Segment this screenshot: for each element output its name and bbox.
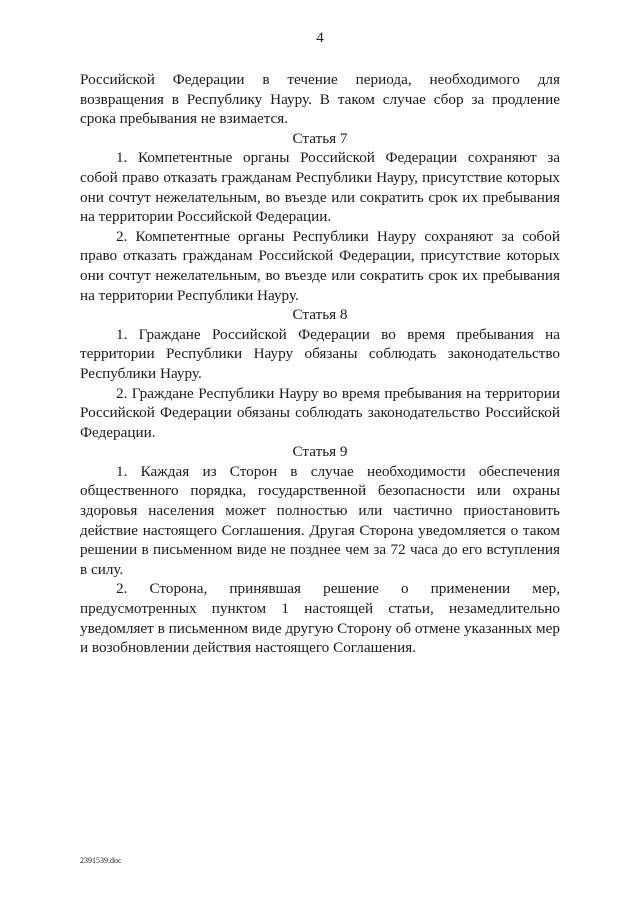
article-7-paragraph-2: 2. Компетентные органы Республики Науру сохраняют за собой право отказать гражданам Российской Федерации, присутствие которых они сочтут нежелательным, во въезде или сократить срок их пребывания на территории Республики Науру. — [80, 227, 560, 304]
document-filename: 2391539.doc — [80, 856, 122, 865]
article-9-paragraph-2: 2. Сторона, принявшая решение о применении мер, предусмотренных пунктом 1 настоящей статьи, незамедлительно уведомляет в письменном виде другую Сторону об отмене указанных мер и возобновлении действия настоящего Соглашения. — [80, 580, 560, 657]
article-8-paragraph-2: 2. Граждане Республики Науру во время пребывания на территории Российской Федерации обязаны соблюдать законодательство Российской Федерации. — [80, 384, 560, 441]
article-7-heading: Статья 7 — [292, 129, 348, 147]
page-number: 4 — [316, 30, 324, 46]
article-7-paragraph-1: 1. Компетентные органы Российской Федерации сохраняют за собой право отказать гражданам Республики Науру, присутствие которых они сочтут нежелательным, во въезде или сократить срок их пребывания на территории Российской Федерации. — [80, 149, 560, 226]
intro-paragraph: Российской Федерации в течение периода, необходимого для возвращения в Республику Науру. В таком случае сбор за продление срока пребывания не взимается. — [80, 71, 560, 128]
article-8-paragraph-1: 1. Граждане Российской Федерации во время пребывания на территории Республики Науру обязаны соблюдать законодательство Республики Науру. — [80, 325, 560, 382]
article-9-heading: Статья 9 — [292, 443, 348, 461]
article-9-paragraph-1: 1. Каждая из Сторон в случае необходимости обеспечения общественного порядка, государственной безопасности или охраны здоровья населения может полностью или частично приостановить действие настоящего Соглашения. Другая Сторона уведомляется о таком решении в письменном виде не позднее чем за 72 часа до его вступления в силу. — [80, 462, 560, 578]
article-8-heading: Статья 8 — [292, 306, 348, 324]
document-body — [80, 70, 560, 658]
